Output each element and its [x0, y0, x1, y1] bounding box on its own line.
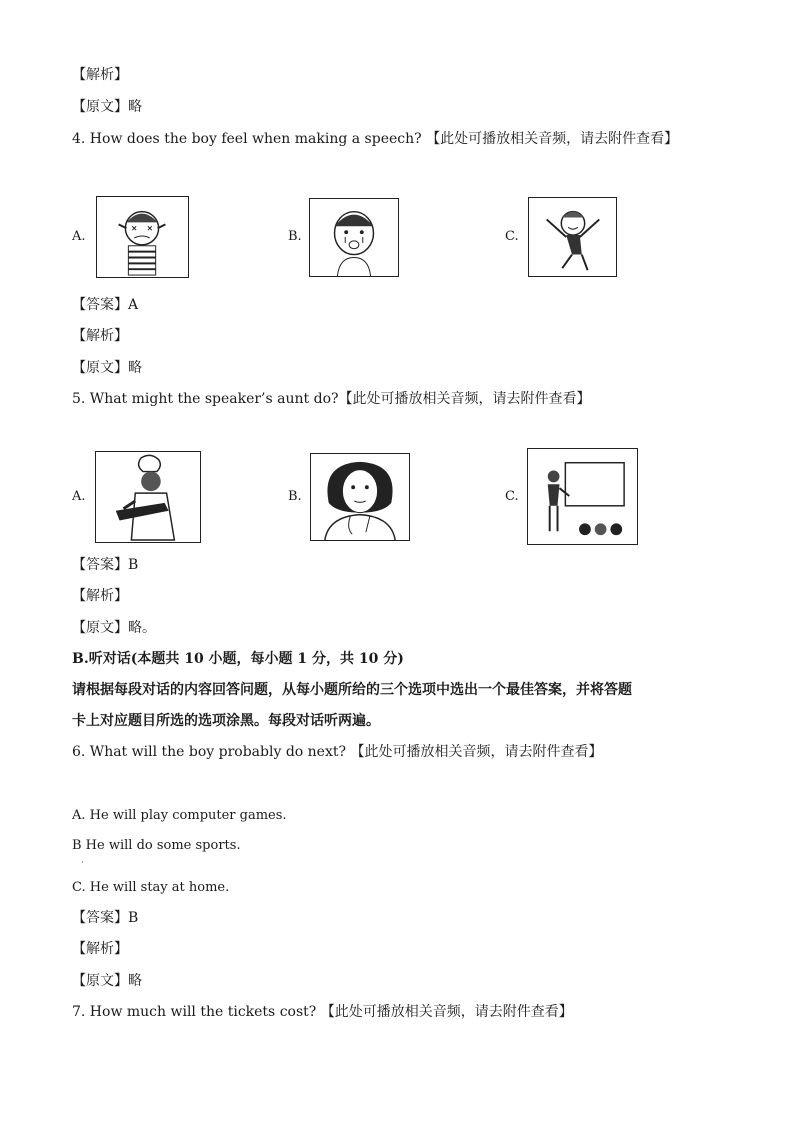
stray-dot: ·	[81, 858, 84, 867]
q4-option-b-label: B.	[288, 229, 302, 244]
q4-answer: 【答案】A	[72, 297, 139, 313]
q5-option-c-label: C.	[505, 489, 519, 504]
q5-question: 5. What might the speaker’s aunt do?【此处可播放相关音频，请去附件查看】	[72, 391, 591, 407]
section-b-instruction-line-1: 请根据每段对话的内容回答问题，从每小题所给的三个选项中选出一个最佳答案，并将答题	[72, 682, 632, 698]
section-b-title: B.听对话(本题共 10 小题，每小题 1 分，共 10 分)	[72, 651, 404, 667]
q6-original: 【原文】略	[72, 973, 142, 989]
q5-answer: 【答案】B	[72, 557, 139, 573]
q5-option-a-label: A.	[72, 489, 86, 504]
q4-analysis: 【解析】	[72, 328, 128, 344]
q6-option-b: B He will do some sports.	[72, 838, 241, 853]
q4-question: 4. How does the boy feel when making a speech? 【此处可播放相关音频，请去附件查看】	[72, 131, 679, 147]
q5-image-doctor	[310, 453, 410, 541]
q6-answer: 【答案】B	[72, 910, 139, 926]
q5-analysis: 【解析】	[72, 588, 128, 604]
q6-question: 6. What will the boy probably do next? 【此处可播放相关音频，请去附件查看】	[72, 744, 603, 760]
section-b-instruction-line-2: 卡上对应题目所选的选项涂黑。每段对话听两遍。	[72, 713, 380, 729]
q3-analysis: 【解析】	[72, 67, 128, 83]
q4-option-c-label: C.	[505, 229, 519, 244]
q6-option-c: C. He will stay at home.	[72, 880, 230, 895]
q4-original: 【原文】略	[72, 360, 142, 376]
q4-image-crying-boy	[309, 198, 399, 277]
q4-option-a-label: A.	[72, 229, 86, 244]
q6-option-a: A. He will play computer games.	[72, 808, 287, 823]
q3-original: 【原文】略	[72, 99, 142, 115]
q4-image-nervous-boy	[96, 196, 189, 278]
q6-analysis: 【解析】	[72, 941, 128, 957]
q5-image-cook	[95, 451, 201, 543]
q4-image-happy-boy	[528, 197, 617, 277]
q7-question: 7. How much will the tickets cost? 【此处可播放相关音频，请去附件查看】	[72, 1004, 573, 1020]
q5-original: 【原文】略。	[72, 620, 156, 636]
q5-option-b-label: B.	[288, 489, 302, 504]
q5-image-teacher	[527, 448, 638, 545]
